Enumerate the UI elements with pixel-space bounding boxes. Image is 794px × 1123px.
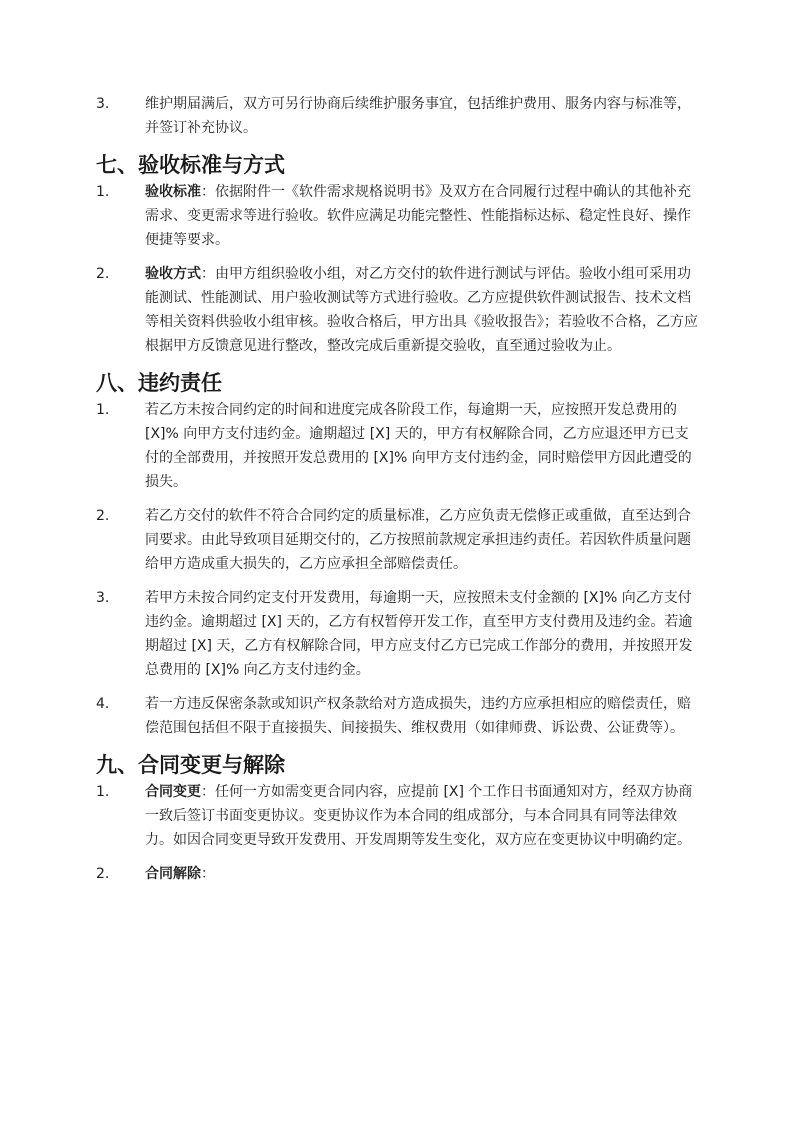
item-number: 4. (96, 696, 110, 712)
item-lead: 合同变更 (145, 784, 201, 800)
item-number: 2. (96, 866, 110, 882)
item-text: 若甲方未按合同约定支付开发费用，每逾期一天，应按照未支付金额的 [X]% 向乙方支付违约金。逾期超过 [X] 天的，乙方有权暂停开发工作，直至甲方支付费用及违约金。若逾期超过 [X] 天，乙方有权解除合同，甲方应支付乙方已完成工作部分的费用，并按照开发总费用的 [X]% 向乙方支付违约金。 (145, 590, 693, 678)
list-item (96, 262, 700, 358)
item-text: ：依据附件一《软件需求规格说明书》及双方在合同履行过程中确认的其他补充需求、变更需求等进行验收。软件应满足功能完整性、性能指标达标、稳定性良好、操作便捷等要求。 (145, 184, 691, 248)
section-heading-acceptance: 七、验收标准与方式 (96, 153, 285, 177)
item-text: 若一方违反保密条款或知识产权条款给对方造成损失，违约方应承担相应的赔偿责任，赔偿范围包括但不限于直接损失、间接损失、维权费用（如律师费、诉讼费、公证费等）。 (145, 696, 691, 736)
item-text: 若乙方交付的软件不符合合同约定的质量标准，乙方应负责无偿修正或重做，直至达到合同要求。由此导致项目延期交付的，乙方按照前款规定承担违约责任。若因软件质量问题给甲方造成重大损失的，乙方应承担全部赔偿责任。 (145, 508, 691, 572)
item-text: ： (201, 866, 215, 882)
item-number: 2. (96, 508, 110, 524)
item-number: 1. (96, 184, 110, 200)
item-text: ：任何一方如需变更合同内容，应提前 [X] 个工作日书面通知对方，经双方协商一致后签订书面变更协议。变更协议作为本合同的组成部分，与本合同具有同等法律效力。如因合同变更导致开发费用、开发周期等发生变化，双方应在变更协议中明确约定。 (145, 784, 693, 848)
section-heading-liability: 八、违约责任 (96, 371, 222, 395)
item-text: 若乙方未按合同约定的时间和进度完成各阶段工作，每逾期一天，应按照开发总费用的 [X]% 向甲方支付违约金。逾期超过 [X] 天的，甲方有权解除合同，乙方应退还甲方已支付的全部费用，并按照开发总费用的 [X]% 向甲方支付违约金，同时赔偿甲方因此遭受的损失。 (145, 402, 692, 490)
item-number: 2. (96, 266, 110, 282)
item-number: 3. (96, 590, 110, 606)
list-item (96, 92, 700, 140)
item-number: 3. (96, 96, 110, 112)
list-item (96, 504, 700, 576)
item-lead: 验收标准 (145, 184, 201, 200)
section-heading-change-termination: 九、合同变更与解除 (96, 753, 285, 777)
list-item (96, 586, 700, 682)
item-lead: 合同解除 (145, 866, 201, 882)
item-lead: 验收方式 (145, 266, 201, 282)
document-body (96, 92, 700, 896)
list-item (96, 180, 700, 252)
list-item (96, 692, 700, 740)
list-item (96, 862, 700, 886)
item-number: 1. (96, 784, 110, 800)
item-text: 维护期届满后，双方可另行协商后续维护服务事宜，包括维护费用、服务内容与标准等，并签订补充协议。 (145, 96, 691, 136)
item-text: ：由甲方组织验收小组，对乙方交付的软件进行测试与评估。验收小组可采用功能测试、性能测试、用户验收测试等方式进行验收。乙方应提供软件测试报告、技术文档等相关资料供验收小组审核。验收合格后，甲方出具《验收报告》；若验收不合格，乙方应根据甲方反馈意见进行整改，整改完成后重新提交验收，直至通过验收为止。 (145, 266, 698, 354)
list-item (96, 780, 700, 852)
list-item (96, 398, 700, 494)
item-number: 1. (96, 402, 110, 418)
